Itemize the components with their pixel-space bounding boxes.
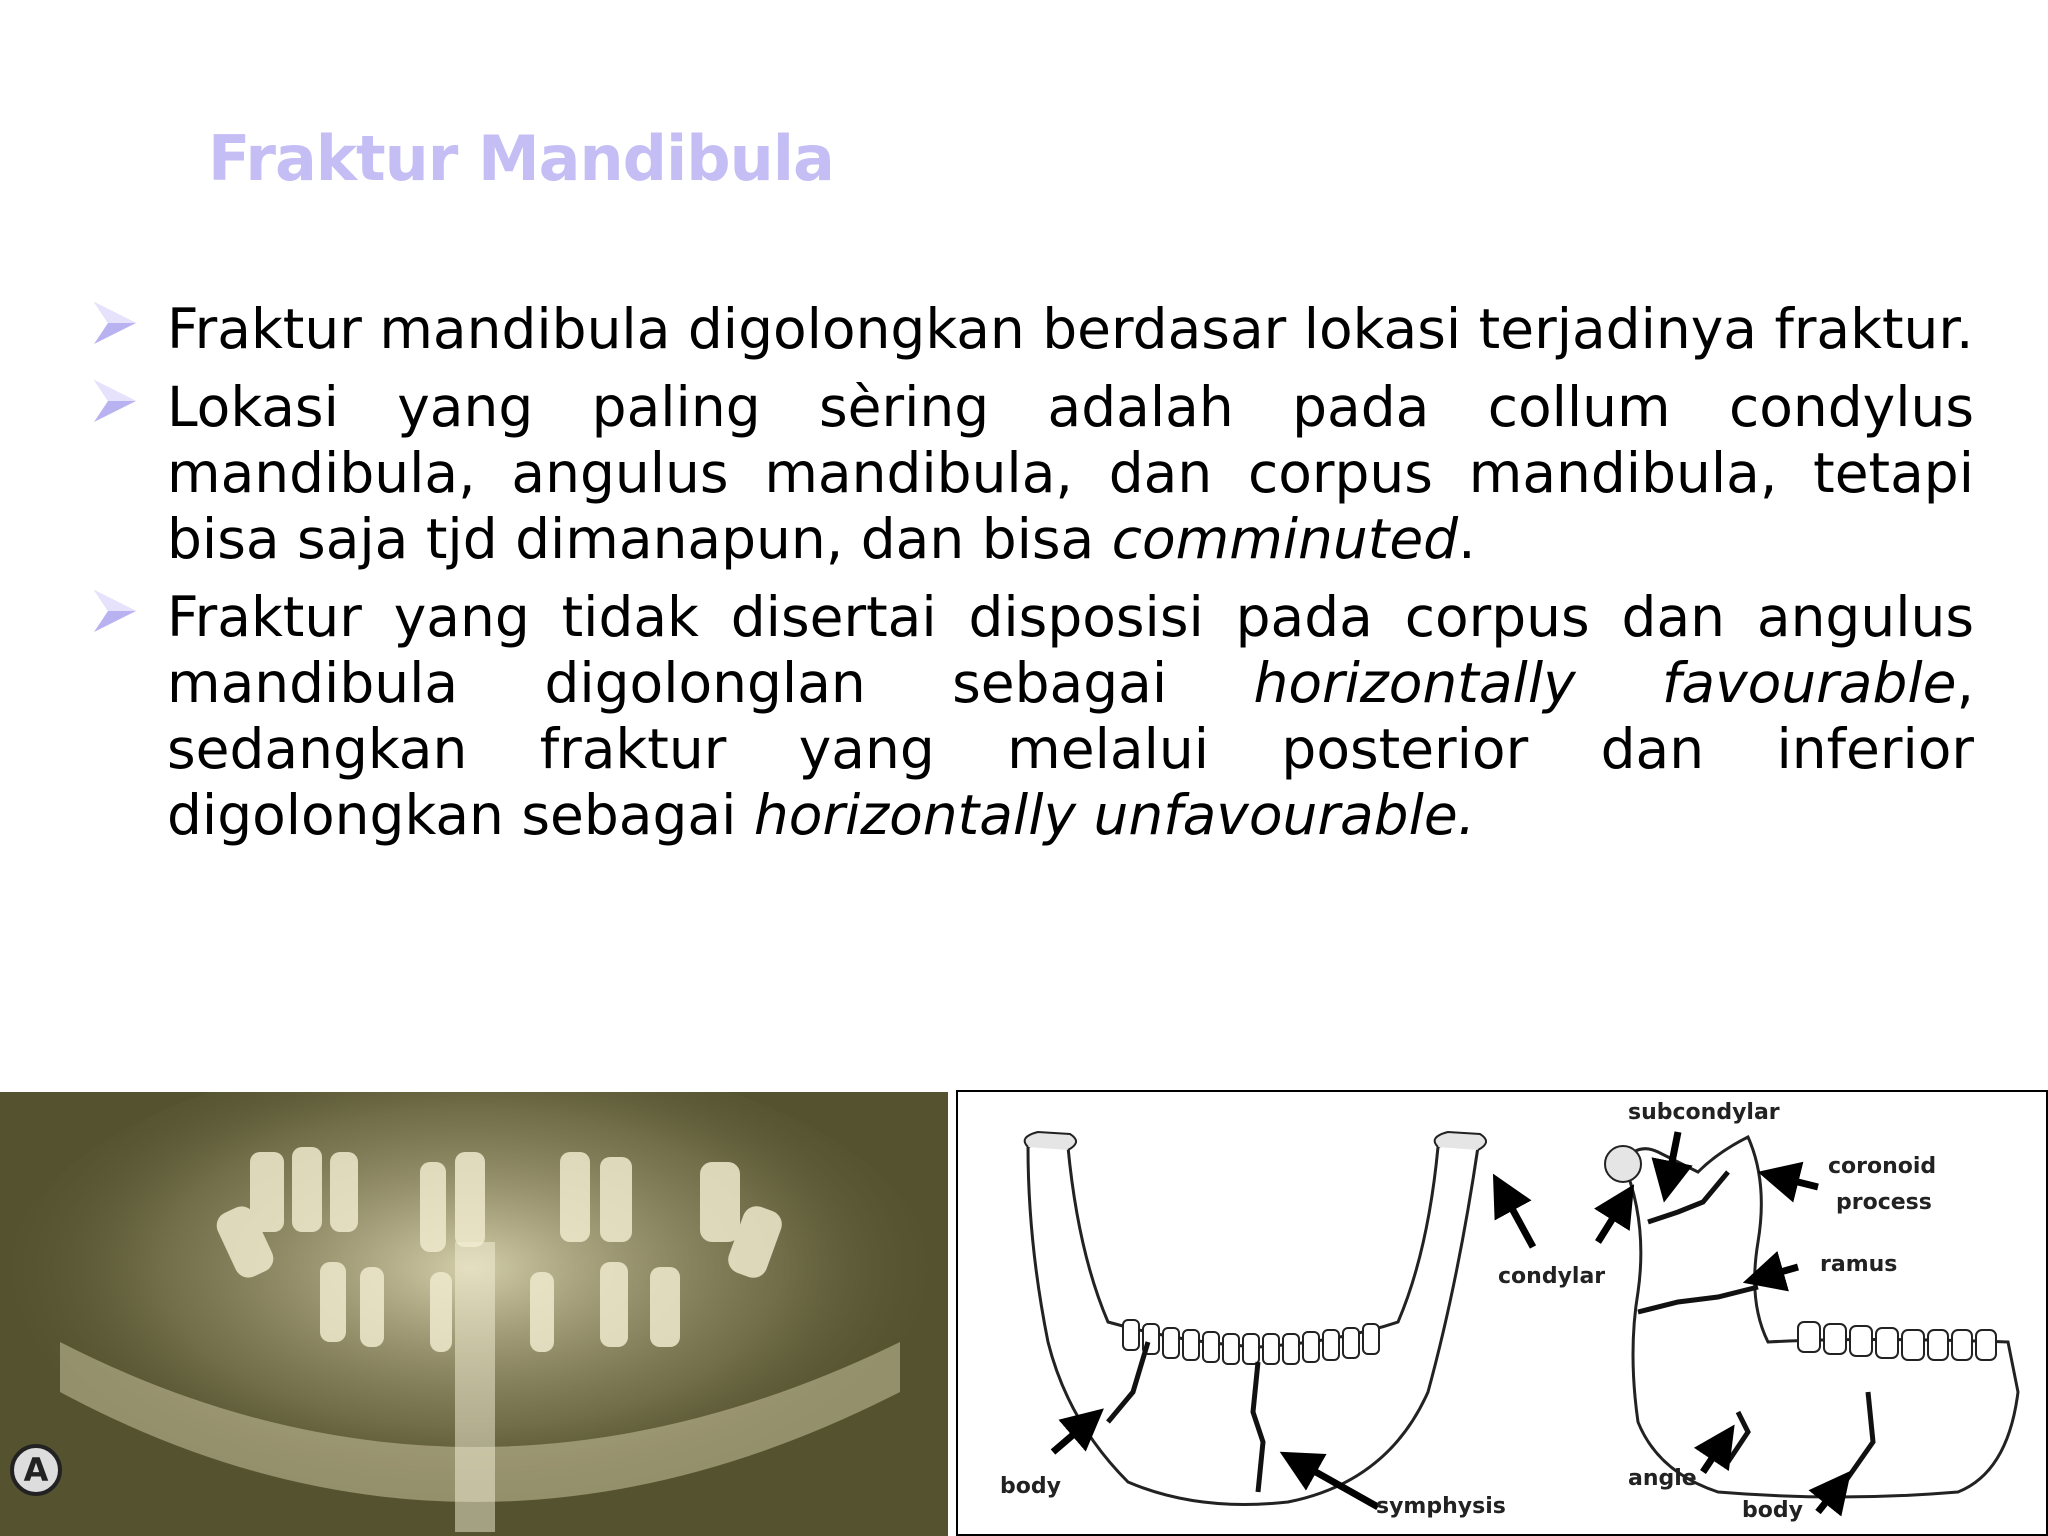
- figure-badge: A: [10, 1444, 62, 1496]
- label-condylar: condylar: [1498, 1264, 1606, 1289]
- bullet-item: [92, 584, 1974, 848]
- bullet-text: Lokasi yang paling sèring adalah pada collum condylus mandibula, angulus mandibula, dan corpus mandibula, tetapi bisa saja tjd dimanapun, dan bisa: [167, 375, 1974, 571]
- arrow-right-icon: [92, 300, 138, 346]
- label-coronoid: coronoid: [1828, 1154, 1937, 1179]
- label-subcondylar: subcondylar: [1628, 1100, 1780, 1125]
- label-body: body: [1742, 1498, 1803, 1523]
- bullet-emphasis: comminuted: [1111, 507, 1459, 571]
- label-process: process: [1836, 1190, 1932, 1215]
- panoramic-xray-image: [0, 1092, 948, 1536]
- slide-title: Fraktur Mandibula: [208, 122, 834, 195]
- bullet-emphasis: horizontally favourable: [1253, 651, 1957, 715]
- bullet-text: .: [1458, 507, 1476, 571]
- xray-illustration: [0, 1092, 948, 1536]
- mandible-fracture-diagram: [956, 1090, 2048, 1536]
- arrow-right-icon: [92, 378, 138, 424]
- bullet-item: [92, 374, 1974, 572]
- bullet-list: [92, 296, 1974, 860]
- label-angle: angle: [1628, 1466, 1697, 1491]
- label-ramus: ramus: [1820, 1252, 1898, 1277]
- bullet-item: [92, 296, 1974, 362]
- bullet-emphasis: horizontally unfavourable.: [753, 783, 1476, 847]
- label-symphysis: symphysis: [1376, 1494, 1506, 1519]
- arrow-right-icon: [92, 588, 138, 634]
- bullet-text: Fraktur yang tidak disertai disposisi pada corpus dan angulus mandibula digolonglan sebagai: [167, 585, 1974, 715]
- bullet-text: Fraktur mandibula digolongkan berdasar lokasi terjadinya fraktur.: [167, 297, 1974, 361]
- label-body: body: [1000, 1474, 1061, 1499]
- bullet-text: , sedangkan fraktur yang melalui posterior dan inferior digolongkan sebagai: [167, 651, 1974, 847]
